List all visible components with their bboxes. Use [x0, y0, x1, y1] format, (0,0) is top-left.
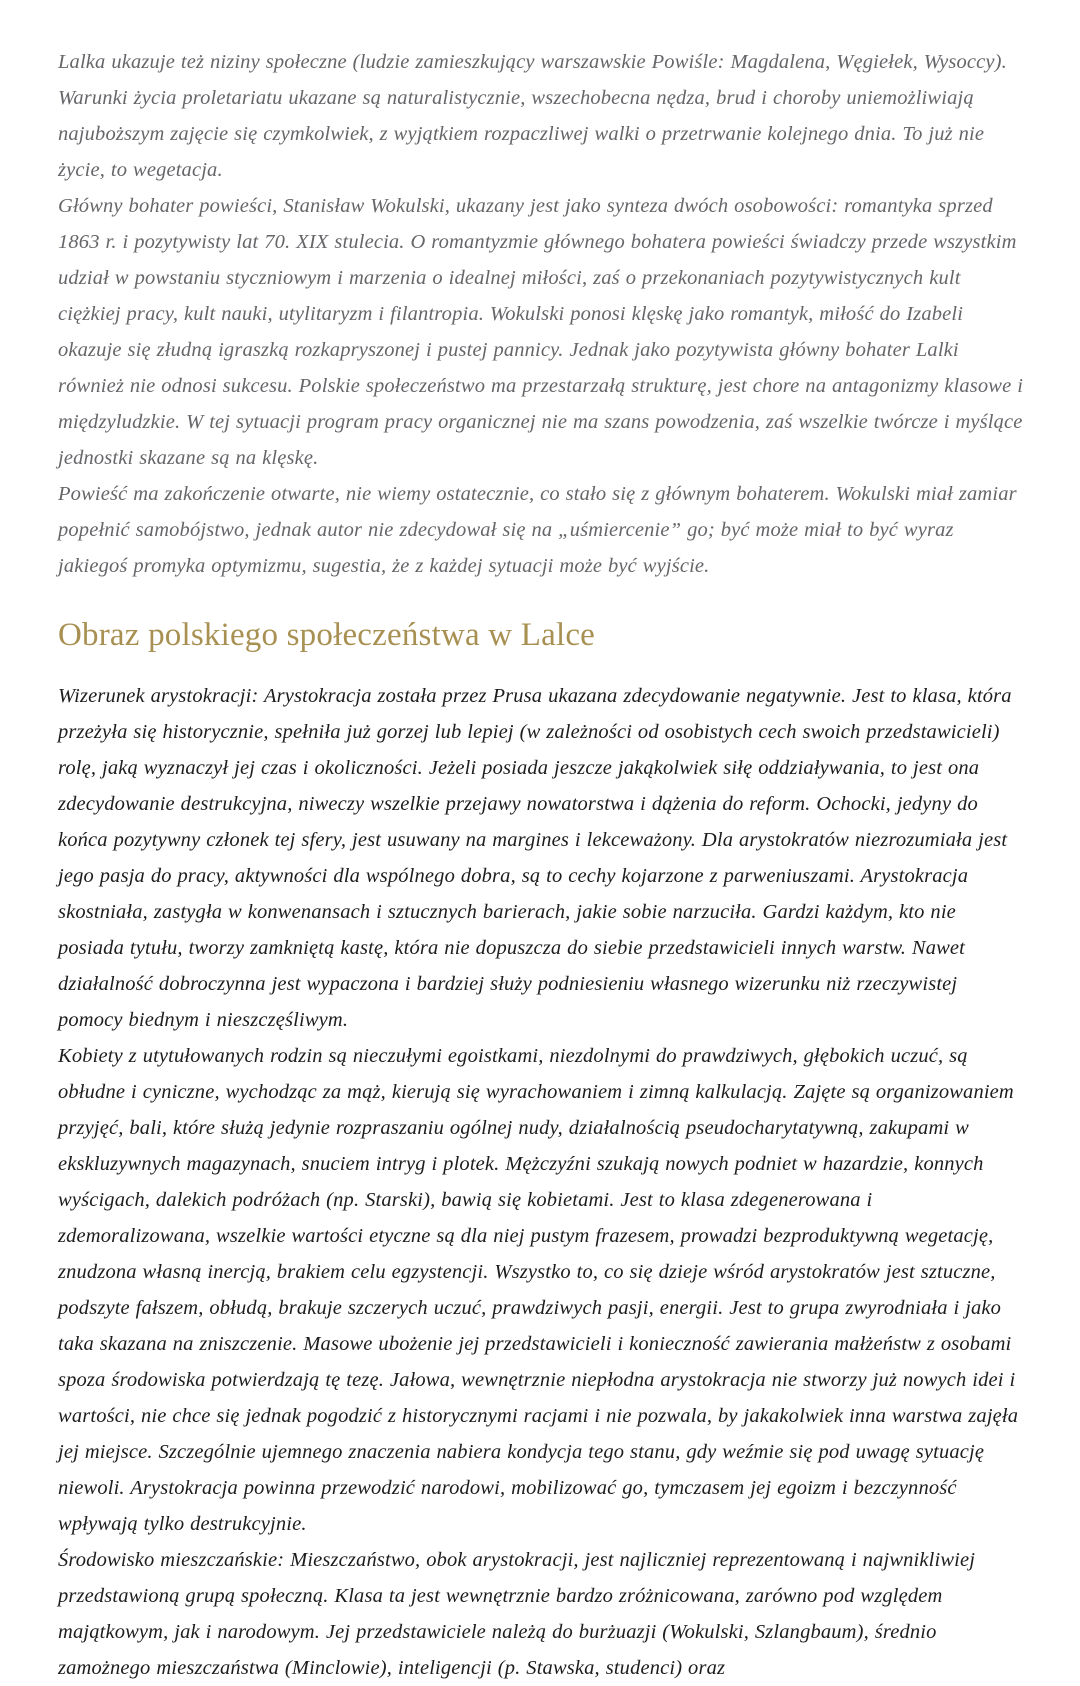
paragraph-wizerunek-arystokracji: Wizerunek arystokracji: Arystokracja została przez Prusa ukazana zdecydowanie negatywnie. Jest to klasa, która przeżyła się historycznie, spełniła już gorzej lub lepiej (w zależności od osobistych cech swoich przedstawicieli) rolę, jaką wyznaczył jej czas i okoliczności. Jeżeli posiada jeszcze jakąkolwiek siłę oddziaływania, to jest ona zdecydowanie destrukcyjna, niweczy wszelkie przejawy nowatorstwa i dążenia do reform. Ochocki, jedyny do końca pozytywny członek tej sfery, jest usuwany na margines i lekceważony. Dla arystokratów niezrozumiała jest jego pasja do pracy, aktywności dla wspólnego dobra, są to cechy kojarzone z parweniuszami. Arystokracja skostniała, zastygła w konwenansach i sztucznych barierach, jakie sobie narzuciła. Gardzi każdym, kto nie posiada tytułu, tworzy zamkniętą kastę, która nie dopuszcza do siebie przedstawicieli innych warstw. Nawet działalność dobroczynna jest wypaczona i bardziej służy podniesieniu własnego wizerunku niż rzeczywistej pomocy biednym i nieszczęśliwym.	[58, 685, 1012, 1031]
paragraph-srodowisko-mieszczanskie: Środowisko mieszczańskie: Mieszczaństwo, obok arystokracji, jest najliczniej reprezentowaną i najwnikliwiej przedstawioną grupą społeczną. Klasa ta jest wewnętrznie bardzo zróżnicowana, zarówno pod względem majątkowym, jak i narodowym. Jej przedstawiciele należą do burżuazji (Wokulski, Szlangbaum), średnio zamożnego mieszczaństwa (Minclowie), inteligencji (p. Stawska, studenci) oraz	[58, 1549, 976, 1679]
page-title: Obraz polskiego społeczeństwa w Lalce	[58, 617, 596, 653]
paragraph-glowny-bohater-wokulski: Główny bohater powieści, Stanisław Wokulski, ukazany jest jako synteza dwóch osobowości: romantyka sprzed 1863 r. i pozytywisty lat 70. XIX stulecia. O romantyzmie głównego bohatera powieści świadczy przede wszystkim udział w powstaniu styczniowym i marzenia o idealnej miłości, zaś o przekonaniach pozytywistycznych kult ciężkiej pracy, kult nauki, utylitaryzm i filantropia. Wokulski ponosi klęskę jako romantyk, miłość do Izabeli okazuje się złudną igraszką rozkapryszonej i pustej pannicy. Jednak jako pozytywista główny bohater Lalki również nie odnosi sukcesu. Polskie społeczeństwo ma przestarzałą strukturę, jest chore na antagonizmy klasowe i międzyludzkie. W tej sytuacji program pracy organicznej nie ma szans powodzenia, zaś wszelkie twórcze i myślące jednostki skazane są na klęskę.	[58, 195, 1024, 469]
paragraph-lalka-niziny-spoleczne: Lalka ukazuje też niziny społeczne (ludzie zamieszkujący warszawskie Powiśle: Magdalena, Węgiełek, Wysoccy). Warunki życia proletariatu ukazane są naturalistycznie, wszechobecna nędza, brud i choroby uniemożliwiają najuboższym zajęcie się czymkolwiek, z wyjątkiem rozpaczliwej walki o przetrwanie kolejnego dnia. To już nie życie, to wegetacja.	[58, 51, 1007, 181]
paragraph-zakonczenie-otwarte: Powieść ma zakończenie otwarte, nie wiemy ostatecznie, co stało się z głównym bohaterem. Wokulski miał zamiar popełnić samobójstwo, jednak autor nie zdecydował się na „uśmiercenie” go; być może miał to być wyraz jakiegoś promyka optymizmu, sugestia, że z każdej sytuacji może być wyjście.	[58, 483, 1017, 577]
paragraph-kobiety-utytulowane: Kobiety z utytułowanych rodzin są nieczułymi egoistkami, niezdolnymi do prawdziwych, głębokich uczuć, są obłudne i cyniczne, wychodząc za mąż, kierują się wyrachowaniem i zimną kalkulacją. Zajęte są organizowaniem przyjęć, bali, które służą jedynie rozpraszaniu ogólnej nudy, działalnością pseudocharytatywną, zakupami w ekskluzywnych magazynach, snuciem intryg i plotek. Mężczyźni szukają nowych podniet w hazardzie, konnych wyścigach, dalekich podróżach (np. Starski), bawią się kobietami. Jest to klasa zdegenerowana i zdemoralizowana, wszelkie wartości etyczne są dla niej pustym frazesem, prowadzi bezproduktywną wegetację, znudzona własną inercją, brakiem celu egzystencji. Wszystko to, co się dzieje wśród arystokratów jest sztuczne, podszyte fałszem, obłudą, brakuje szczerych uczuć, prawdziwych pasji, energii. Jest to grupa zwyrodniała i jako taka skazana na zniszczenie. Masowe ubożenie jej przedstawicieli i konieczność zawierania małżeństw z osobami spoza środowiska potwierdzają tę tezę. Jałowa, wewnętrznie niepłodna arystokracja nie stworzy już nowych idei i wartości, nie chce się jednak pogodzić z historycznymi racjami i nie pozwala, by jakakolwiek inna warstwa zajęła jej miejsce. Szczególnie ujemnego znaczenia nabiera kondycja tego stanu, gdy weźmie się pod uwagę sytuację niewoli. Arystokracja powinna przewodzić narodowi, mobilizować go, tymczasem jej egoizm i bezczynność wpływają tylko destrukcyjnie.	[58, 1045, 1019, 1535]
document-body	[58, 44, 1024, 1686]
